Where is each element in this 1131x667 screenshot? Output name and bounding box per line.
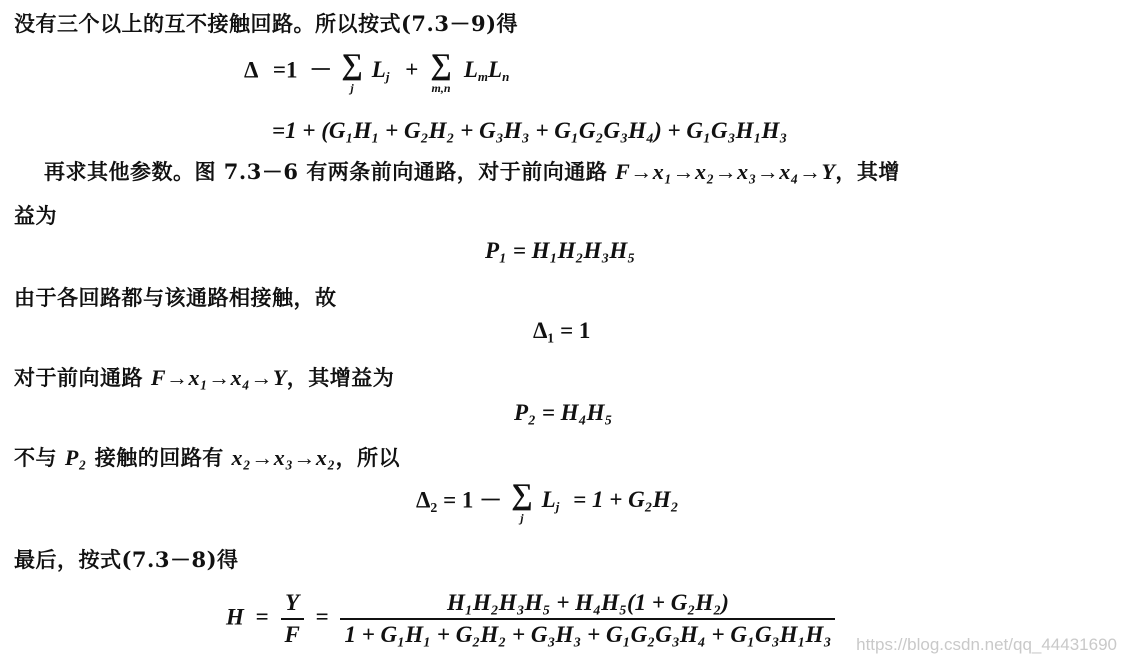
fraction-numerator-y: Y [281,590,304,620]
loop-gain-lj [371,57,390,85]
subscript-m: m [477,69,488,85]
minus-sign: － [309,57,333,83]
delta2-lhs: Δ₂ = 1 － [416,487,503,513]
text-line-6-start: 不与 [14,445,57,470]
main-fraction-numerator: H₁H₂H₃H₅ + H₄H₅(1 + G₂H₂) [340,590,835,620]
plus-sign: + [405,57,419,83]
l-symbol: L [541,487,556,513]
text-line-1: 没有三个以上的互不接触回路。所以按式(7.3－9)得 [14,11,519,36]
h-symbol: H [226,604,244,630]
delta-equation-line-1 [244,50,509,94]
equals-sign: = [272,57,287,83]
text-line-2-tail: ，其增 [835,159,900,184]
text-line-6-tail: ，所以 [335,445,401,470]
one-value: 1 [286,57,298,83]
l-symbol: L [488,57,503,83]
text-line-7: 最后，按式(7.3－8)得 [14,547,239,572]
subscript-n: n [502,69,510,85]
main-fraction [340,590,835,648]
sum-index-j: j [520,511,524,525]
sum-over-j [338,50,366,94]
text-line-5-body: 对于前向通路 [14,365,143,390]
sigma-symbol: ∑ [341,48,363,81]
sigma-symbol: ∑ [430,48,452,81]
text-line-3: 益为 [14,203,57,228]
watermark: https://blog.csdn.net/qq_44431690 [856,635,1117,654]
l-symbol: L [371,57,386,83]
text-line-2 [44,156,900,186]
non-touching-loop: x₂→x₃→x₂ [231,445,336,470]
equals-sign: = [255,604,269,630]
sum-index-j: j [350,81,354,95]
sigma-symbol: ∑ [511,478,533,511]
sum-over-mn [424,50,458,94]
p2-equation: P₂ = H₄H₅ [514,400,613,425]
fraction-denominator-f: F [284,622,300,647]
text-line-5-tail: ，其增益为 [286,365,395,390]
text-line-5 [14,362,394,392]
delta2-rhs: = 1 + G₂H₂ [573,487,679,513]
delta2-equation [416,480,679,524]
transfer-function-equation [226,590,835,648]
y-over-f-fraction [281,590,304,648]
delta-symbol: Δ [244,57,258,83]
main-fraction-denominator: 1 + G₁H₁ + G₂H₂ + G₃H₃ + G₁G₂G₃H₄ + G₁G₃H₁H₃ [344,622,832,647]
subscript-j: j [385,69,390,85]
delta1-equation: Δ₁ = 1 [533,318,591,343]
loop-gain-lj [541,487,560,515]
p1-equation: P₁ = H₁H₂H₃H₅ [485,238,636,263]
l-symbol: L [463,57,478,83]
text-line-6-middle: 接触的回路有 [94,445,224,470]
subscript-j: j [555,499,560,515]
forward-path-2: F→x₁→x₄→Y [150,365,287,390]
delta-equation-line-2: =1 + (G₁H₁ + G₂H₂ + G₃H₃ + G₁G₂G₃H₄) + G₁G₃H₁H₃ [272,118,788,143]
p2-reference: P₂ [64,445,87,470]
loop-gain-lmln [463,57,510,85]
text-line-6 [14,442,400,472]
text-line-2-body: 再求其他参数。图 7.3－6 有两条前向通路，对于前向通路 [44,159,608,184]
sum-index-mn: m,n [431,81,451,95]
sum-over-j [508,480,536,524]
forward-path-1: F→x₁→x₂→x₃→x₄→Y [615,159,836,184]
equals-sign: = [315,604,329,630]
text-line-4: 由于各回路都与该通路相接触，故 [14,285,337,310]
